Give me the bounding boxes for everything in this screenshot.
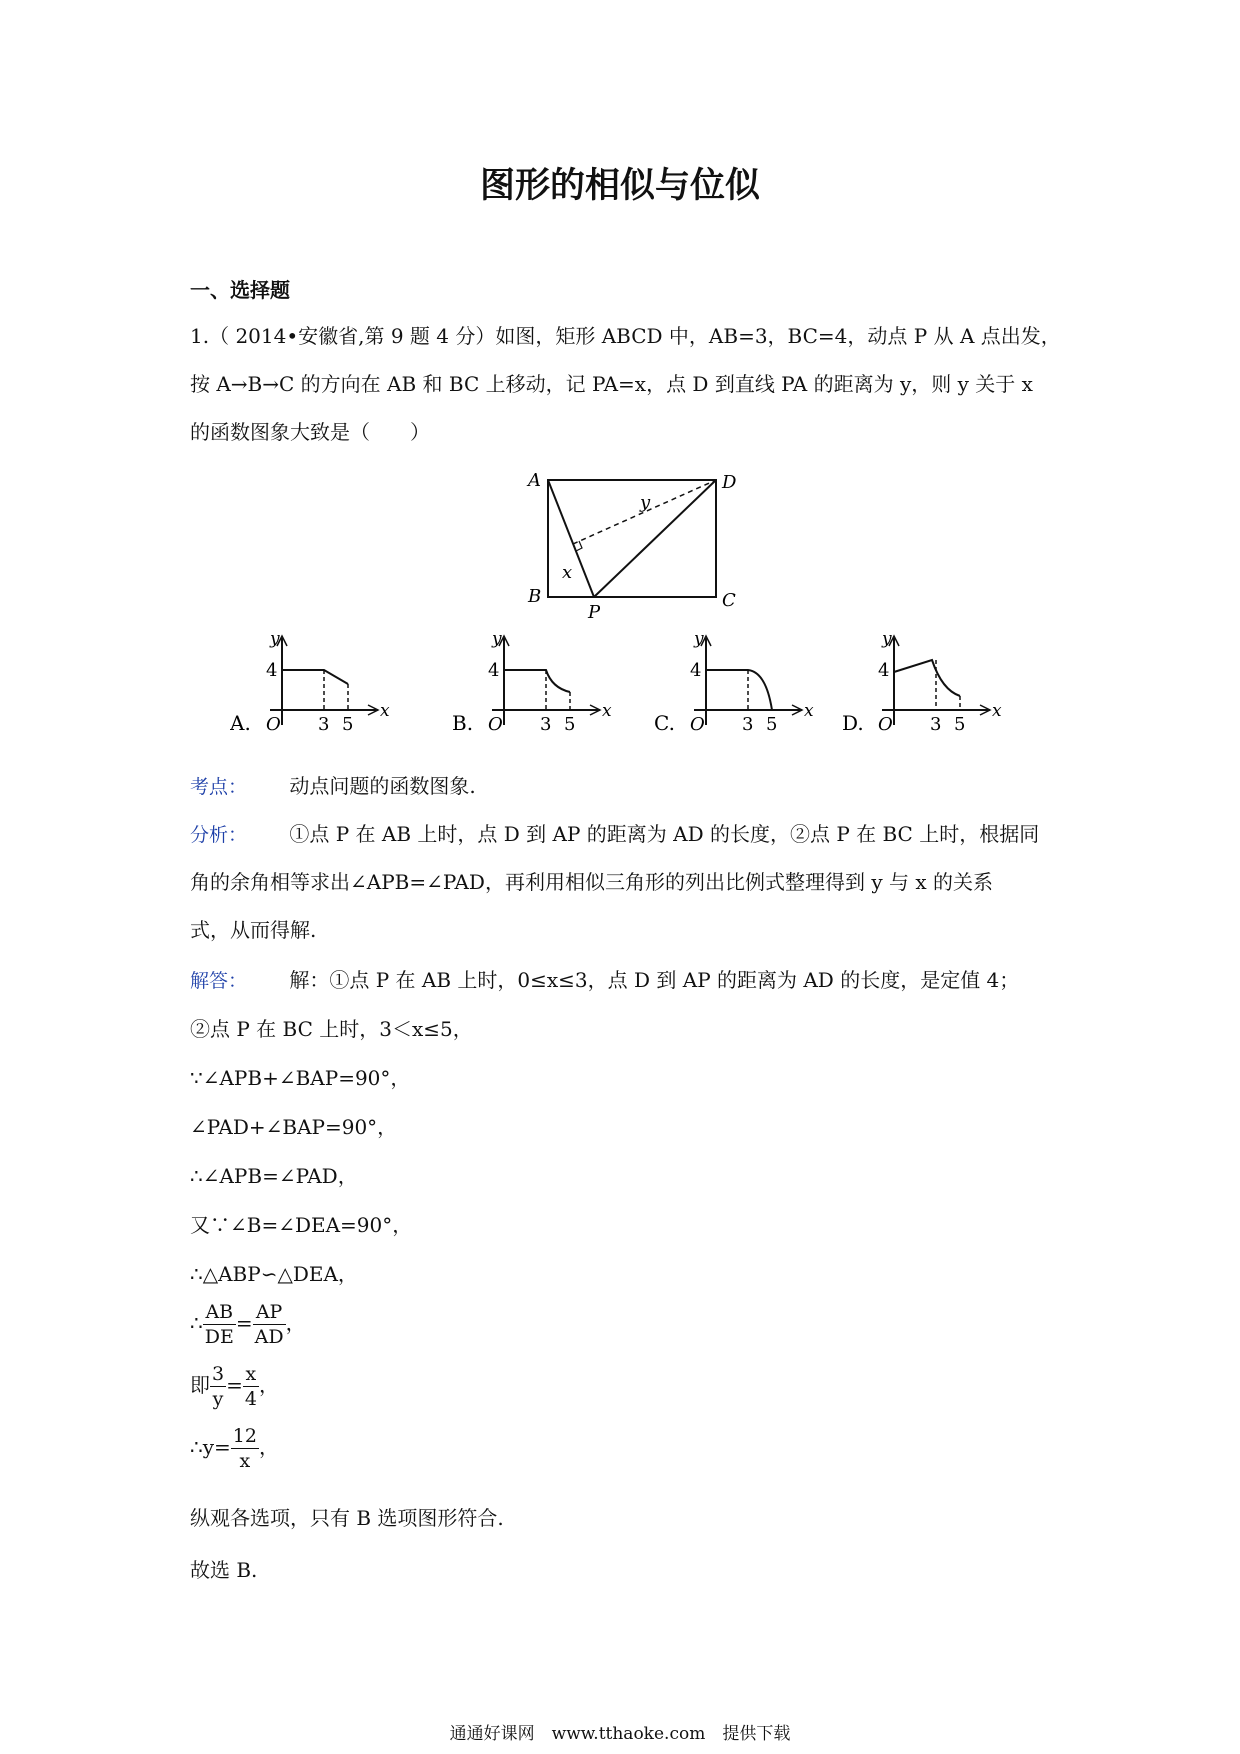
y-axis-label: y	[694, 630, 704, 649]
option-d	[842, 630, 1012, 754]
options-row	[230, 630, 1130, 750]
origin-label: O	[488, 714, 503, 735]
fenxi-label: 分析：	[190, 824, 248, 846]
tick-y-4: 4	[266, 660, 278, 681]
rectangle-figure	[520, 460, 740, 620]
fenxi-line-1: 分析： ①点 P 在 AB 上时，点 D 到 AP 的距离为 AD 的长度，②点 P 在 BC 上时，根据同	[190, 822, 1040, 846]
tick-y-4: 4	[878, 660, 890, 681]
x-axis-label: x	[380, 701, 390, 721]
question-line-2: 按 A→B→C 的方向在 AB 和 BC 上移动，记 PA=x，点 D 到直线 PA 的距离为 y，则 y 关于 x	[190, 372, 1033, 396]
section-heading: 一、选择题	[190, 278, 290, 302]
fenxi-line-3: 式，从而得解.	[190, 918, 317, 942]
tick-x-5: 5	[564, 714, 576, 735]
function-curve	[894, 660, 960, 696]
jieda-line-9: 故选 B.	[190, 1558, 258, 1582]
tick-x-3: 3	[540, 714, 552, 735]
option-c	[654, 630, 824, 754]
footer-text: 通通好课网 www.tthaoke.com 提供下载	[449, 1724, 791, 1744]
segment-pd	[594, 480, 716, 597]
rectangle-abcd	[548, 480, 716, 597]
x-axis-label: x	[992, 701, 1002, 721]
tick-y-4: 4	[690, 660, 702, 681]
option-graph	[654, 630, 824, 750]
jieda-line-5: ∴∠APB=∠PAD，	[190, 1164, 358, 1188]
function-curve	[706, 670, 772, 710]
tick-x-3: 3	[930, 714, 942, 735]
jieda-line-1: 解答： 解：①点 P 在 AB 上时，0≤x≤3，点 D 到 AP 的距离为 AD 的长度，是定值 4；	[190, 968, 1020, 992]
option-graph	[842, 630, 1012, 750]
function-curve	[282, 670, 348, 684]
tick-x-3: 3	[742, 714, 754, 735]
origin-label: O	[266, 714, 281, 735]
function-curve	[504, 670, 570, 692]
y-axis-label: y	[882, 630, 892, 649]
label-y: y	[640, 492, 651, 513]
origin-label: O	[878, 714, 893, 735]
tick-x-3: 3	[318, 714, 330, 735]
option-letter: B.	[452, 711, 474, 735]
label-d: D	[722, 472, 737, 493]
origin-label: O	[690, 714, 705, 735]
tick-x-5: 5	[342, 714, 354, 735]
kaodian-line	[190, 770, 476, 799]
y-axis-label: y	[270, 630, 280, 649]
fraction-line-3: ∴y= $\frac{12}{x}$ ，	[190, 1425, 279, 1472]
kaodian-label: 考点：	[190, 776, 248, 798]
option-b	[452, 630, 622, 754]
option-graph	[452, 630, 622, 750]
tick-x-5: 5	[766, 714, 778, 735]
jieda-line-2: ②点 P 在 BC 上时，3＜x≤5，	[190, 1017, 473, 1041]
jieda-line-3: ∵∠APB+∠BAP=90°，	[190, 1066, 411, 1090]
fraction-line-2: 即 $\frac{3}{y}$ = $\frac{x}{4}$ ，	[190, 1363, 279, 1410]
jieda-line-6: 又∵∠B=∠DEA=90°，	[190, 1213, 413, 1237]
label-c: C	[722, 590, 736, 611]
jieda-line-4: ∠PAD+∠BAP=90°，	[190, 1115, 398, 1139]
tick-x-5: 5	[954, 714, 966, 735]
option-letter: A.	[230, 711, 251, 735]
question-line-1: 1.（ 2014•安徽省,第 9 题 4 分）如图，矩形 ABCD 中，AB=3，BC=4，动点 P 从 A 点出发，	[190, 324, 1061, 348]
page-title: 图形的相似与位似	[479, 166, 760, 206]
option-graph	[230, 630, 400, 750]
fraction-line-1: ∴ $\frac{AB}{DE}$ = $\frac{AP}{AD}$ ，	[190, 1301, 306, 1348]
label-p: P	[588, 602, 601, 620]
kaodian-text: 动点问题的函数图象.	[289, 774, 476, 798]
jieda-line-8: 纵观各选项，只有 B 选项图形符合.	[190, 1506, 504, 1530]
option-letter: D.	[842, 711, 864, 735]
x-axis-label: x	[602, 701, 612, 721]
y-axis-label: y	[492, 630, 502, 649]
fenxi-line-2: 角的余角相等求出∠APB=∠PAD，再利用相似三角形的列出比例式整理得到 y 与 x 的关系	[190, 870, 993, 894]
jieda-line-7: ∴△ABP∽△DEA，	[190, 1262, 358, 1286]
label-a: A	[528, 470, 541, 491]
label-x: x	[562, 562, 573, 583]
option-letter: C.	[654, 711, 675, 735]
x-axis-label: x	[804, 701, 814, 721]
jieda-label: 解答：	[190, 970, 248, 992]
question-line-3: 的函数图象大致是（ ）	[190, 420, 430, 444]
tick-y-4: 4	[488, 660, 500, 681]
option-a	[230, 630, 400, 754]
label-b: B	[528, 586, 542, 607]
